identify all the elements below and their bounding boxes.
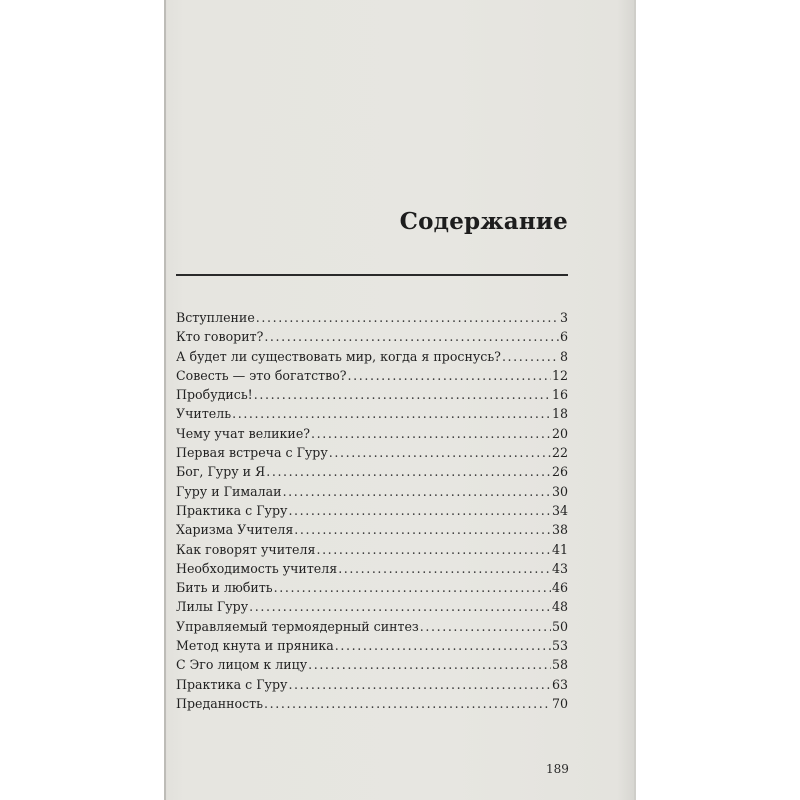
page-edge-right — [634, 0, 636, 800]
toc-entry-page: 18 — [551, 406, 568, 422]
toc-entry-title: Бить и любить — [176, 580, 273, 596]
heading-rule — [176, 274, 568, 276]
toc-entry-page: 43 — [551, 560, 568, 576]
toc-dot-leader — [232, 406, 551, 421]
toc-entry-page: 70 — [551, 695, 568, 711]
toc-entry-title: Лилы Гуру — [176, 599, 249, 615]
toc-entry-page: 48 — [551, 599, 568, 615]
toc-entry — [176, 310, 568, 329]
toc-entry — [176, 368, 568, 387]
toc-entry-page: 16 — [551, 387, 568, 403]
toc-dot-leader — [249, 599, 551, 614]
toc-entry — [176, 349, 568, 368]
toc-entry — [176, 638, 568, 657]
toc-dot-leader — [288, 503, 551, 518]
page-edge-left — [164, 0, 166, 800]
toc-entry-title: С Эго лицом к лицу — [176, 657, 308, 673]
toc-entry-title: Пробудись! — [176, 387, 253, 403]
toc-entry-page: 58 — [551, 657, 568, 673]
toc-entry-page: 26 — [551, 464, 568, 480]
toc-entry — [176, 484, 568, 503]
toc-dot-leader — [316, 542, 551, 557]
toc-entry — [176, 464, 568, 483]
toc-dot-leader — [329, 445, 551, 460]
table-of-contents — [176, 310, 568, 715]
toc-dot-leader — [288, 677, 551, 692]
toc-entry — [176, 387, 568, 406]
toc-entry — [176, 677, 568, 696]
toc-entry — [176, 619, 568, 638]
toc-dot-leader — [264, 696, 551, 711]
toc-entry — [176, 561, 568, 580]
toc-entry-page: 63 — [551, 676, 568, 692]
toc-entry-title: Необходимость учителя — [176, 560, 338, 576]
toc-dot-leader — [254, 387, 551, 402]
toc-entry-page: 38 — [551, 522, 568, 538]
toc-dot-leader — [311, 426, 551, 441]
toc-entry-title: Кто говорит? — [176, 329, 264, 345]
toc-dot-leader — [274, 580, 551, 595]
toc-entry — [176, 329, 568, 348]
toc-dot-leader — [502, 349, 559, 364]
toc-entry-page: 30 — [551, 483, 568, 499]
toc-entry-title: Бог, Гуру и Я — [176, 464, 266, 480]
toc-entry-page: 8 — [559, 348, 568, 364]
toc-entry — [176, 522, 568, 541]
toc-entry-page: 22 — [551, 445, 568, 461]
toc-entry-title: Метод кнута и пряника — [176, 638, 334, 654]
toc-entry — [176, 580, 568, 599]
toc-entry-title: Как говорят учителя — [176, 541, 316, 557]
toc-entry-page: 6 — [559, 329, 568, 345]
toc-entry-page: 53 — [551, 638, 568, 654]
toc-entry-page: 20 — [551, 425, 568, 441]
toc-entry-page: 12 — [551, 367, 568, 383]
toc-dot-leader — [420, 619, 551, 634]
toc-dot-leader — [348, 368, 551, 383]
toc-entry-page: 3 — [559, 310, 568, 325]
toc-entry-title: Харизма Учителя — [176, 522, 294, 538]
toc-entry-title: Совесть — это богатство? — [176, 367, 347, 383]
toc-dot-leader — [308, 657, 551, 672]
page-number: 189 — [546, 762, 569, 776]
toc-entry-title: А будет ли существовать мир, когда я проснусь? — [176, 348, 501, 364]
toc-entry-title: Вступление — [176, 310, 255, 325]
toc-entry-title: Управляемый термоядерный синтез — [176, 618, 419, 634]
toc-entry-title: Практика с Гуру — [176, 502, 288, 518]
toc-entry — [176, 599, 568, 618]
toc-entry-page: 50 — [551, 618, 568, 634]
toc-entry — [176, 406, 568, 425]
toc-entry — [176, 542, 568, 561]
toc-entry-page: 34 — [551, 502, 568, 518]
toc-entry — [176, 696, 568, 715]
toc-entry-title: Гуру и Гималаи — [176, 483, 282, 499]
toc-entry-title: Практика с Гуру — [176, 676, 288, 692]
toc-dot-leader — [283, 484, 551, 499]
toc-entry — [176, 503, 568, 522]
contents-heading: Содержание — [399, 208, 568, 235]
toc-entry — [176, 426, 568, 445]
toc-entry-page: 46 — [551, 580, 568, 596]
toc-dot-leader — [335, 638, 551, 653]
toc-entry — [176, 657, 568, 676]
toc-dot-leader — [256, 310, 559, 325]
toc-dot-leader — [264, 329, 559, 344]
toc-entry — [176, 445, 568, 464]
toc-dot-leader — [294, 522, 551, 537]
toc-entry-title: Чему учат великие? — [176, 425, 311, 441]
toc-entry-title: Первая встреча с Гуру — [176, 445, 328, 461]
toc-entry-title: Учитель — [176, 406, 232, 422]
toc-entry-title: Преданность — [176, 695, 264, 711]
toc-dot-leader — [266, 464, 551, 479]
toc-entry-page: 41 — [551, 541, 568, 557]
toc-dot-leader — [338, 561, 551, 576]
